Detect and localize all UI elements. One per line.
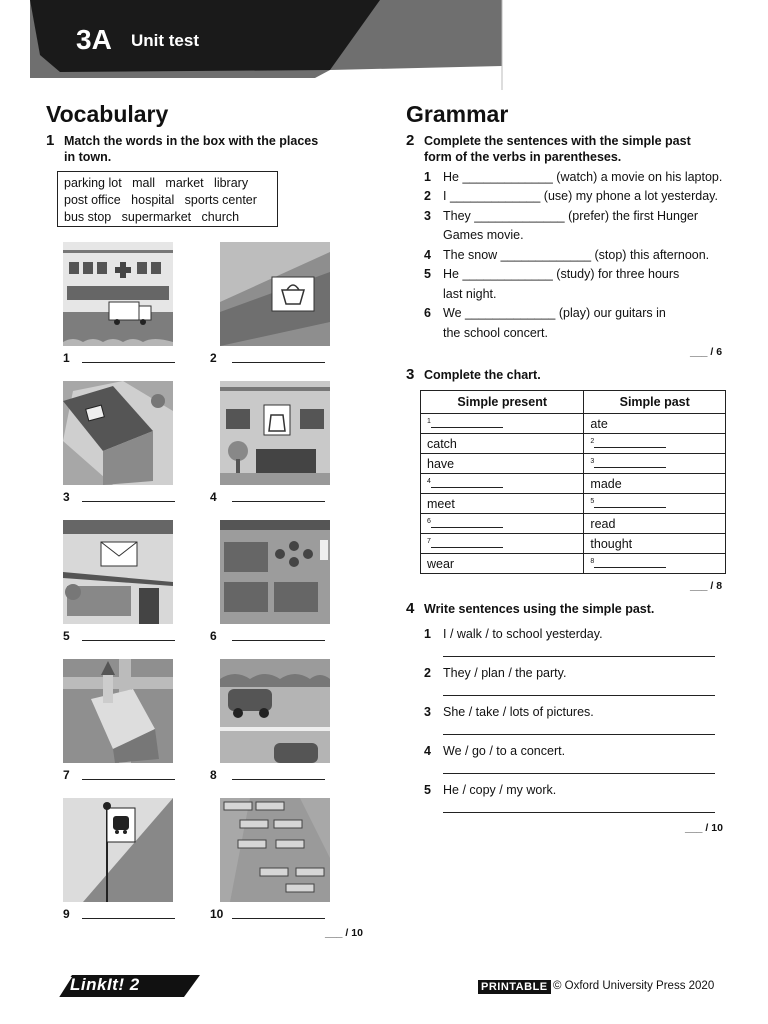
q4-number: 4	[406, 600, 415, 617]
chart-row	[421, 494, 726, 514]
answer-line-8[interactable]	[232, 779, 325, 780]
answer-line-7[interactable]	[82, 779, 175, 780]
blank-number: 5	[590, 497, 595, 505]
q2-item-number-2: 2	[424, 189, 431, 203]
q2-item-1: He _____________ (watch) a movie on his laptop.	[443, 170, 723, 184]
q4-instruction: Write sentences using the simple past.	[424, 602, 655, 616]
chart-cell-past: thought	[584, 534, 726, 554]
picture-label-4: 4	[210, 490, 217, 504]
q2-item-number-3: 3	[424, 209, 431, 223]
chart-row	[421, 514, 726, 534]
blank-number: 6	[427, 517, 431, 525]
q4-item-number-3: 3	[424, 705, 431, 719]
q4-prompt-2: They / plan / the party.	[443, 666, 567, 680]
chart-row	[421, 534, 726, 554]
word-box-line-2: post office hospital sports center	[64, 193, 257, 207]
q4-answer-line-1[interactable]	[443, 656, 715, 657]
grammar-title: Grammar	[406, 101, 509, 127]
answer-blank[interactable]	[431, 417, 503, 428]
picture-label-3: 3	[63, 490, 70, 504]
unit-title: Unit test	[131, 31, 199, 50]
q4-item-number-1: 1	[424, 627, 431, 641]
library-icon	[63, 381, 173, 485]
q4-prompt-4: We / go / to a concert.	[443, 744, 566, 758]
q2-item-6: We _____________ (play) our guitars in	[443, 306, 666, 320]
vocabulary-title: Vocabulary	[46, 101, 169, 127]
q2-instruction: Complete the sentences with the simple past form of the verbs in parentheses.	[424, 134, 691, 164]
word-box-line-1: parking lot mall market library	[64, 176, 249, 190]
q1-number: 1	[46, 132, 55, 149]
brand-text: LinkIt! 2	[70, 975, 140, 994]
answer-blank[interactable]	[594, 457, 666, 468]
q4-prompt-5: He / copy / my work.	[443, 783, 557, 797]
word-box	[57, 171, 278, 227]
parking-lot-icon	[220, 659, 330, 763]
chart-row	[421, 414, 726, 434]
blank-number: 4	[427, 477, 431, 485]
q4-prompt-3: She / take / lots of pictures.	[443, 705, 594, 719]
copyright: © Oxford University Press 2020	[553, 980, 715, 992]
chart-cell-present[interactable]	[421, 474, 584, 494]
blank-number: 1	[427, 417, 431, 425]
chart-row	[421, 474, 726, 494]
answer-line-10[interactable]	[232, 918, 325, 919]
picture-label-7: 7	[63, 768, 70, 782]
header-banner	[0, 0, 768, 90]
answer-line-2[interactable]	[232, 362, 325, 363]
q4-item-number-5: 5	[424, 783, 431, 797]
q4-answer-line-5[interactable]	[443, 812, 715, 813]
answer-line-4[interactable]	[232, 501, 325, 502]
picture-label-10: 10	[210, 907, 224, 921]
chart-cell-present[interactable]	[421, 514, 584, 534]
q4-answer-line-4[interactable]	[443, 773, 715, 774]
q3-number: 3	[406, 366, 415, 383]
answer-line-9[interactable]	[82, 918, 175, 919]
chart-cell-present[interactable]	[421, 414, 584, 434]
chart-header-present: Simple present	[421, 391, 584, 414]
verb-chart	[420, 390, 726, 574]
answer-blank[interactable]	[594, 497, 666, 508]
sports-center-icon	[220, 520, 330, 624]
market-icon	[220, 798, 330, 902]
picture-label-6: 6	[210, 629, 217, 643]
chart-cell-past: ate	[584, 414, 726, 434]
word-box-line-3: bus stop supermarket church	[64, 210, 240, 224]
chart-cell-present: meet	[421, 494, 584, 514]
church-icon	[63, 659, 173, 763]
picture-label-1: 1	[63, 351, 70, 365]
mall-icon	[220, 242, 330, 346]
answer-blank[interactable]	[431, 517, 503, 528]
q3-score: ___ / 8	[690, 580, 723, 592]
hospital-icon	[63, 242, 173, 346]
answer-line-3[interactable]	[82, 501, 175, 502]
printable-badge: PRINTABLE	[478, 980, 551, 994]
picture-label-8: 8	[210, 768, 217, 782]
chart-header-past: Simple past	[584, 391, 726, 414]
store-icon	[220, 381, 330, 485]
blank-number: 2	[590, 437, 595, 445]
chart-cell-past: read	[584, 514, 726, 534]
q4-answer-line-3[interactable]	[443, 734, 715, 735]
q2-item-5: He _____________ (study) for three hours	[443, 267, 680, 281]
q4-score: ___ / 10	[685, 822, 723, 834]
chart-row	[421, 434, 726, 454]
q4-answer-line-2[interactable]	[443, 695, 715, 696]
q2-item-6-cont: the school concert.	[443, 326, 548, 340]
blank-number: 8	[590, 557, 595, 565]
chart-cell-present[interactable]	[421, 534, 584, 554]
vocabulary-score: ___ / 10	[325, 927, 363, 939]
q4-item-number-4: 4	[424, 744, 431, 758]
chart-cell-past[interactable]	[584, 434, 726, 454]
q2-item-5-cont: last night.	[443, 287, 497, 301]
q3-instruction: Complete the chart.	[424, 368, 541, 382]
q1-instruction: Match the words in the box with the places in town.	[64, 134, 319, 164]
picture-label-5: 5	[63, 629, 70, 643]
answer-line-5[interactable]	[82, 640, 175, 641]
picture-label-2: 2	[210, 351, 217, 365]
q4-prompt-1: I / walk / to school yesterday.	[443, 627, 603, 641]
answer-blank[interactable]	[594, 437, 666, 448]
q2-item-number-1: 1	[424, 170, 431, 184]
q2-number: 2	[406, 132, 415, 149]
answer-line-1[interactable]	[82, 362, 175, 363]
chart-cell-past: made	[584, 474, 726, 494]
chart-cell-past[interactable]	[584, 494, 726, 514]
q2-item-4: The snow _____________ (stop) this afternoon.	[443, 248, 710, 262]
q2-item-3-cont: Games movie.	[443, 228, 524, 242]
answer-blank[interactable]	[594, 557, 666, 568]
unit-number: 3A	[76, 24, 112, 55]
q2-item-number-5: 5	[424, 267, 431, 281]
picture-label-9: 9	[63, 907, 70, 921]
q2-item-3: They _____________ (prefer) the first Hunger	[443, 209, 699, 223]
blank-number: 3	[590, 457, 595, 465]
chart-cell-past[interactable]	[584, 554, 726, 574]
answer-blank[interactable]	[431, 537, 503, 548]
blank-number: 7	[427, 537, 431, 545]
bus-stop-icon	[63, 798, 173, 902]
post-office-icon	[63, 520, 173, 624]
q4-item-number-2: 2	[424, 666, 431, 680]
chart-cell-present: wear	[421, 554, 584, 574]
chart-cell-present: catch	[421, 434, 584, 454]
answer-blank[interactable]	[431, 477, 503, 488]
chart-cell-present: have	[421, 454, 584, 474]
q2-item-2: I _____________ (use) my phone a lot yesterday.	[443, 189, 718, 203]
q2-item-number-6: 6	[424, 306, 431, 320]
q2-score: ___ / 6	[690, 346, 723, 358]
chart-cell-past[interactable]	[584, 454, 726, 474]
chart-row	[421, 554, 726, 574]
answer-line-6[interactable]	[232, 640, 325, 641]
q2-item-number-4: 4	[424, 248, 431, 262]
chart-row	[421, 454, 726, 474]
